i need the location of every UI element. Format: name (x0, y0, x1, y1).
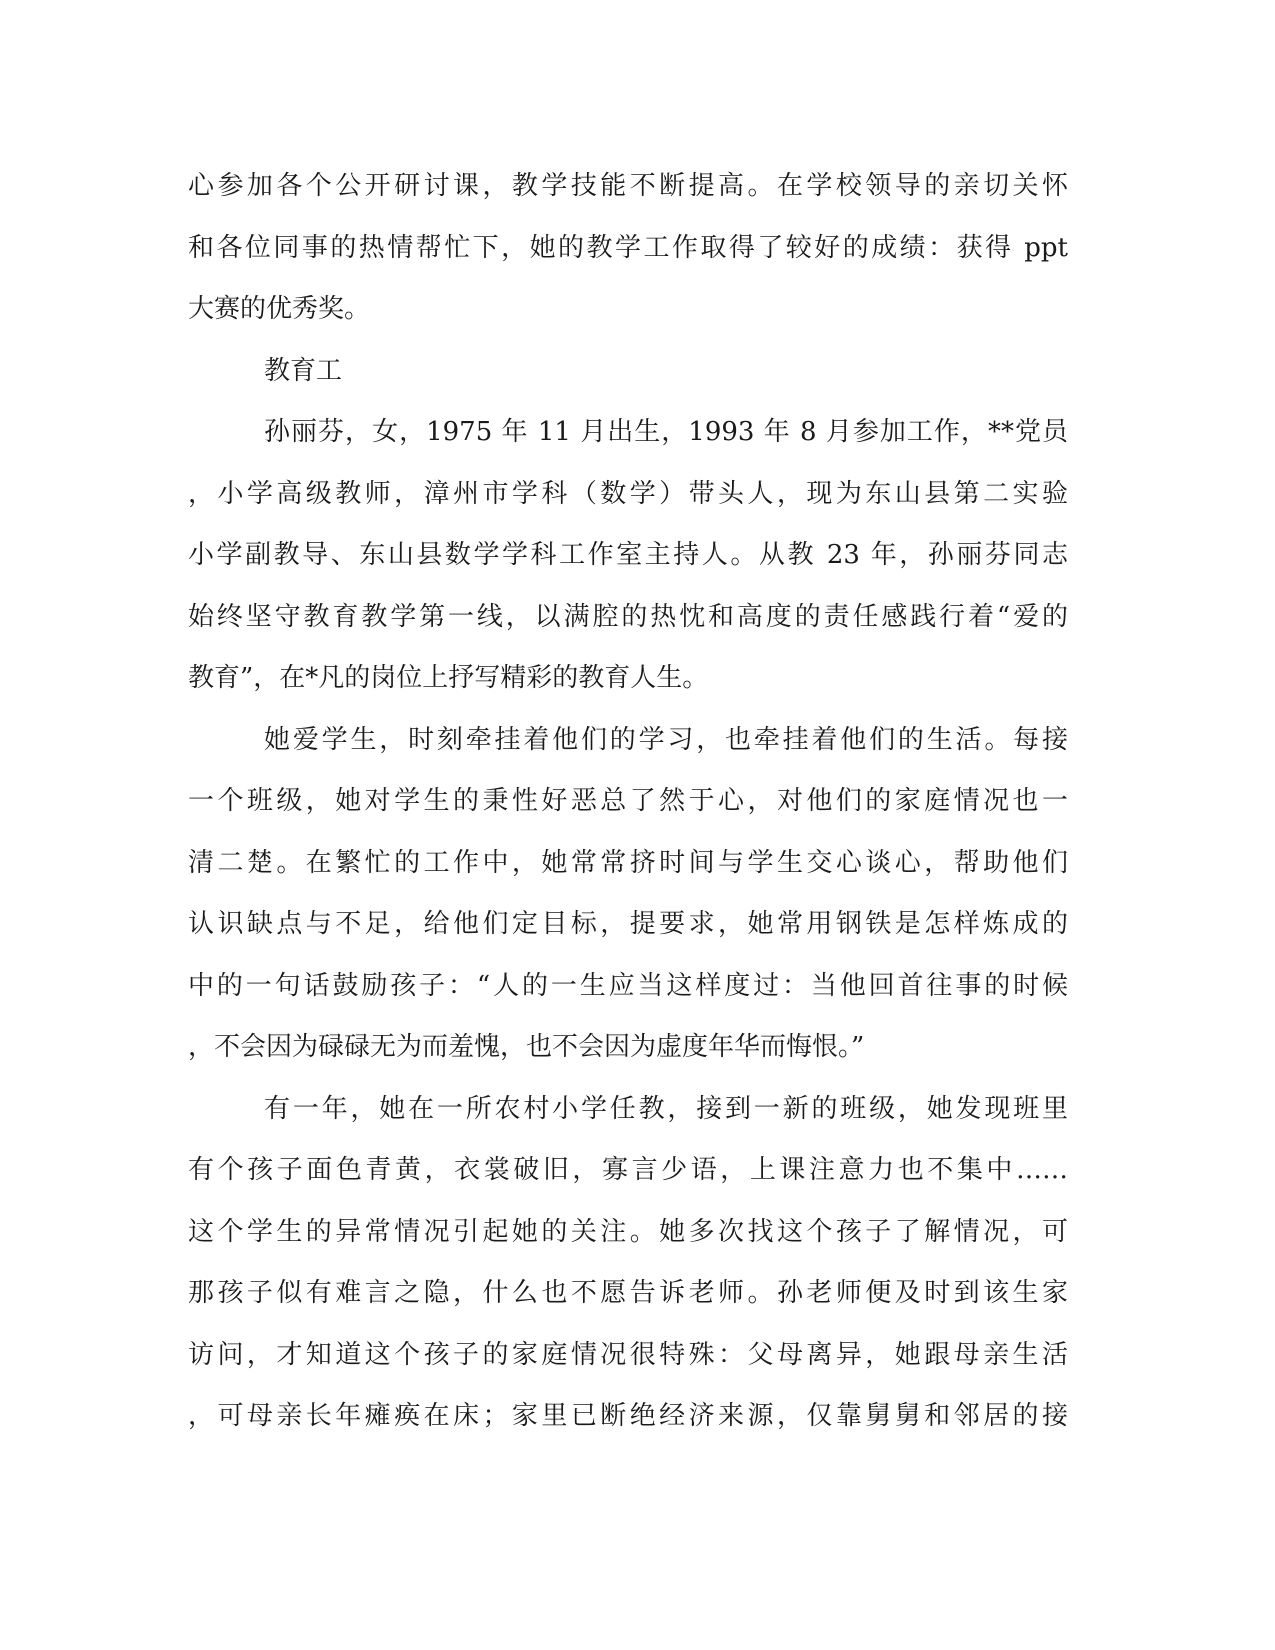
text-line: 访问，才知道这个孩子的家庭情况很特殊：父母离异，她跟母亲生活 (188, 1339, 1068, 1370)
text-line: 清二楚。在繁忙的工作中，她常常挤时间与学生交心谈心，帮助他们 (188, 847, 1068, 878)
text-line: ，可母亲长年瘫痪在床；家里已断绝经济来源，仅靠舅舅和邻居的接 (188, 1401, 1068, 1431)
text-line: 这个学生的异常情况引起她的关注。她多次找这个孩子了解情况，可 (188, 1216, 1068, 1247)
text-line: 小学副教导、东山县数学学科工作室主持人。从教 23 年，孙丽芬同志 (188, 540, 1068, 570)
text-line: 始终坚守教育教学第一线，以满腔的热忱和高度的责任感践行着“爱的 (188, 601, 1068, 632)
text-line: 中的一句话鼓励孩子：“人的一生应当这样度过：当他回首往事的时候 (188, 970, 1068, 1001)
text-line: 她爱学生，时刻牵挂着他们的学习，也牵挂着他们的生活。每接 (264, 724, 1068, 755)
text-line: 心参加各个公开研讨课，教学技能不断提高。在学校领导的亲切关怀 (188, 171, 1068, 201)
text-line: 认识缺点与不足，给他们定目标，提要求，她常用钢铁是怎样炼成的 (188, 909, 1068, 939)
text-line: 那孩子似有难言之隐，什么也不愿告诉老师。孙老师便及时到该生家 (188, 1278, 1068, 1308)
text-line: 有个孩子面色青黄，衣裳破旧，寡言少语，上课注意力也不集中…… (188, 1155, 1068, 1185)
text-line: 和各位同事的热情帮忙下，她的教学工作取得了较好的成绩：获得 ppt (188, 232, 1068, 263)
text-line: ，小学高级教师，漳州市学科（数学）带头人，现为东山县第二实验 (188, 478, 1068, 509)
text-line: ，不会因为碌碌无为而羞愧，也不会因为虚度年华而悔恨。” (188, 1032, 865, 1062)
text-line: 孙丽芬，女，1975 年 11 月出生，1993 年 8 月参加工作，**党员 (264, 417, 1068, 447)
text-line: 一个班级，她对学生的秉性好恶总了然于心，对他们的家庭情况也一 (188, 786, 1068, 816)
text-line: 大赛的优秀奖。 (188, 294, 371, 324)
section-heading: 教育工 (264, 355, 343, 386)
document-body (188, 156, 1068, 1448)
text-line: 教育”，在*凡的岗位上抒写精彩的教育人生。 (188, 663, 709, 693)
text-line: 有一年，她在一所农村小学任教，接到一新的班级，她发现班里 (264, 1093, 1068, 1124)
